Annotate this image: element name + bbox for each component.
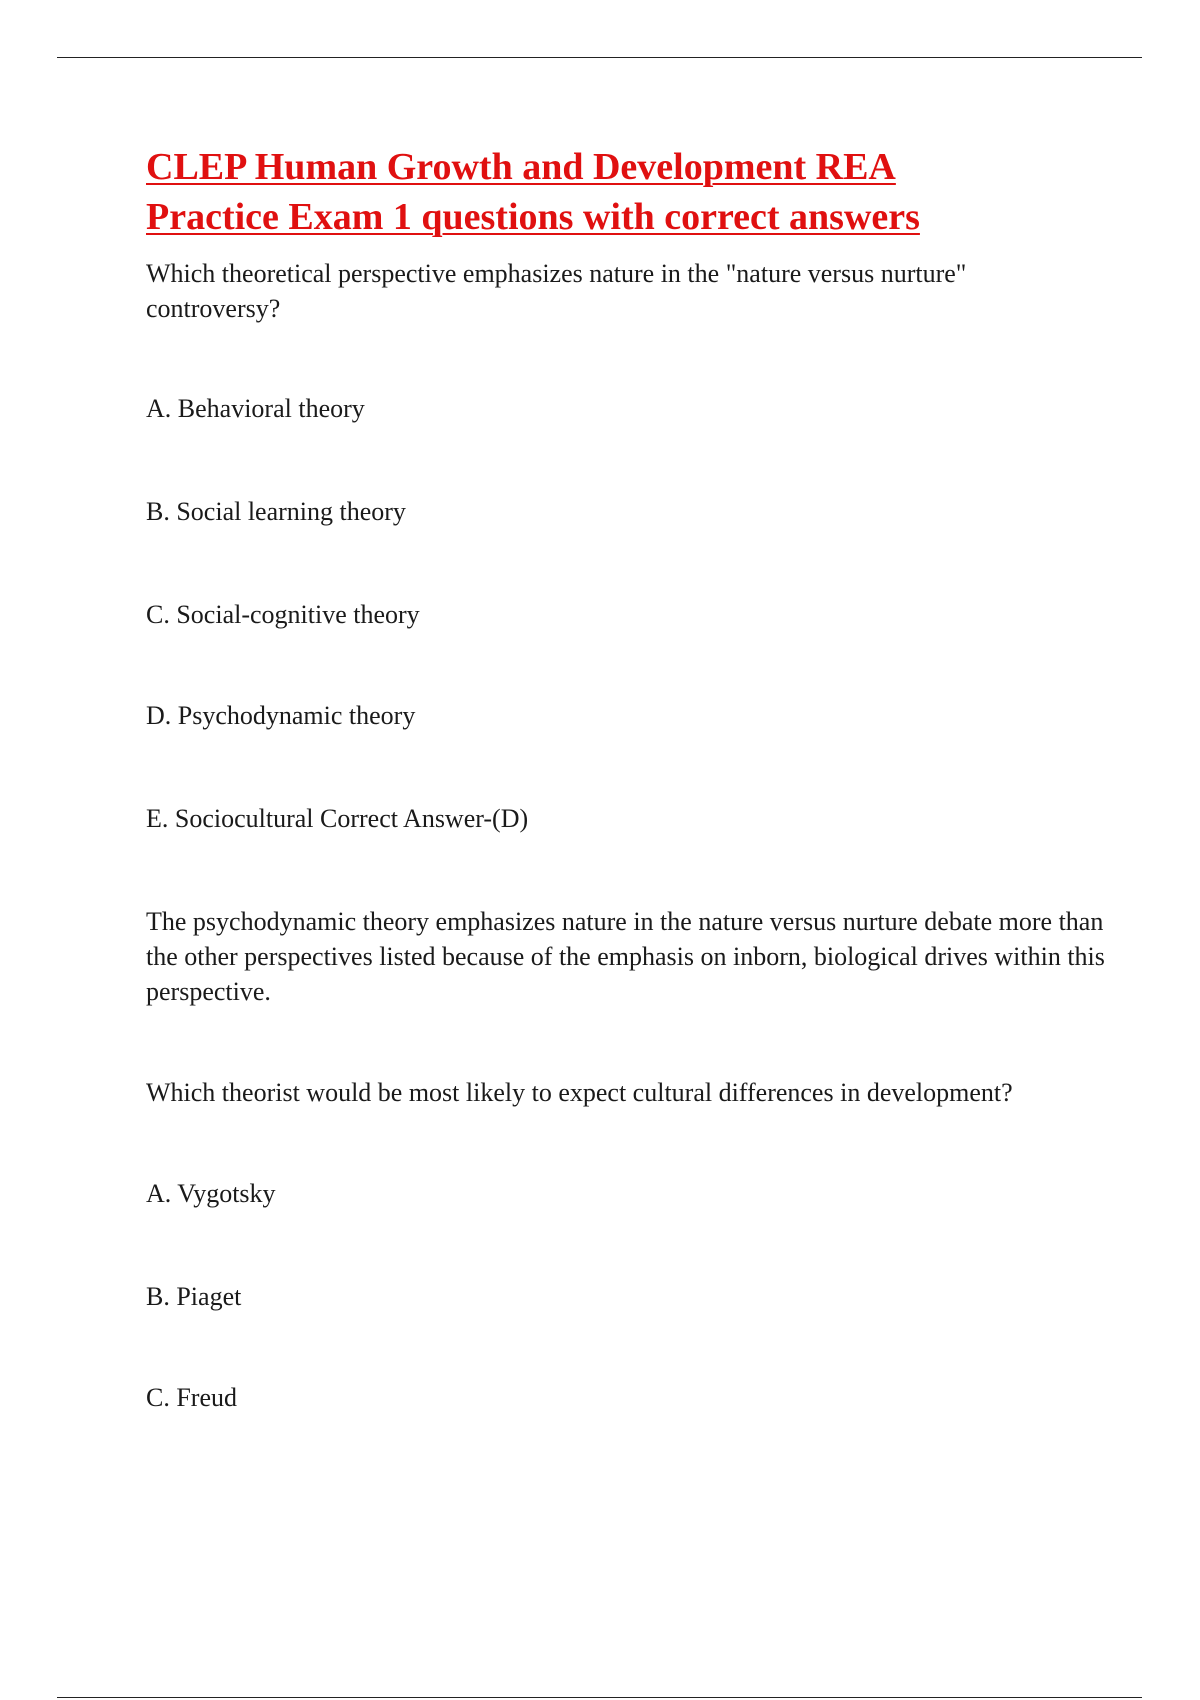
question-1-option-b: B. Social learning theory xyxy=(146,497,406,526)
question-1-explanation: The psychodynamic theory emphasizes nature in the nature versus nurture debate more than the other perspectives listed because of the emphasis on inborn, biological drives within this perspective. xyxy=(146,907,1105,1006)
document-body xyxy=(146,142,1106,1415)
question-1-text: Which theoretical perspective emphasizes nature in the "nature versus nurture" controversy? xyxy=(146,259,967,323)
question-1-option-e: E. Sociocultural Correct Answer-(D) xyxy=(146,804,529,833)
title-line-1: CLEP Human Growth and Development REA xyxy=(146,146,896,188)
question-2-option-a: A. Vygotsky xyxy=(146,1179,276,1208)
question-1-option-a: A. Behavioral theory xyxy=(146,394,365,423)
question-1-option-c: C. Social-cognitive theory xyxy=(146,600,420,629)
header-rule xyxy=(57,57,1142,58)
question-2-option-b: B. Piaget xyxy=(146,1282,242,1311)
title-line-2: Practice Exam 1 questions with correct answers xyxy=(146,196,920,238)
footer-rule xyxy=(57,1697,1142,1698)
question-2-text: Which theorist would be most likely to expect cultural differences in development? xyxy=(146,1078,1013,1107)
question-2-option-c: C. Freud xyxy=(146,1383,237,1412)
document-title xyxy=(146,142,1106,242)
question-1-option-d: D. Psychodynamic theory xyxy=(146,701,416,730)
